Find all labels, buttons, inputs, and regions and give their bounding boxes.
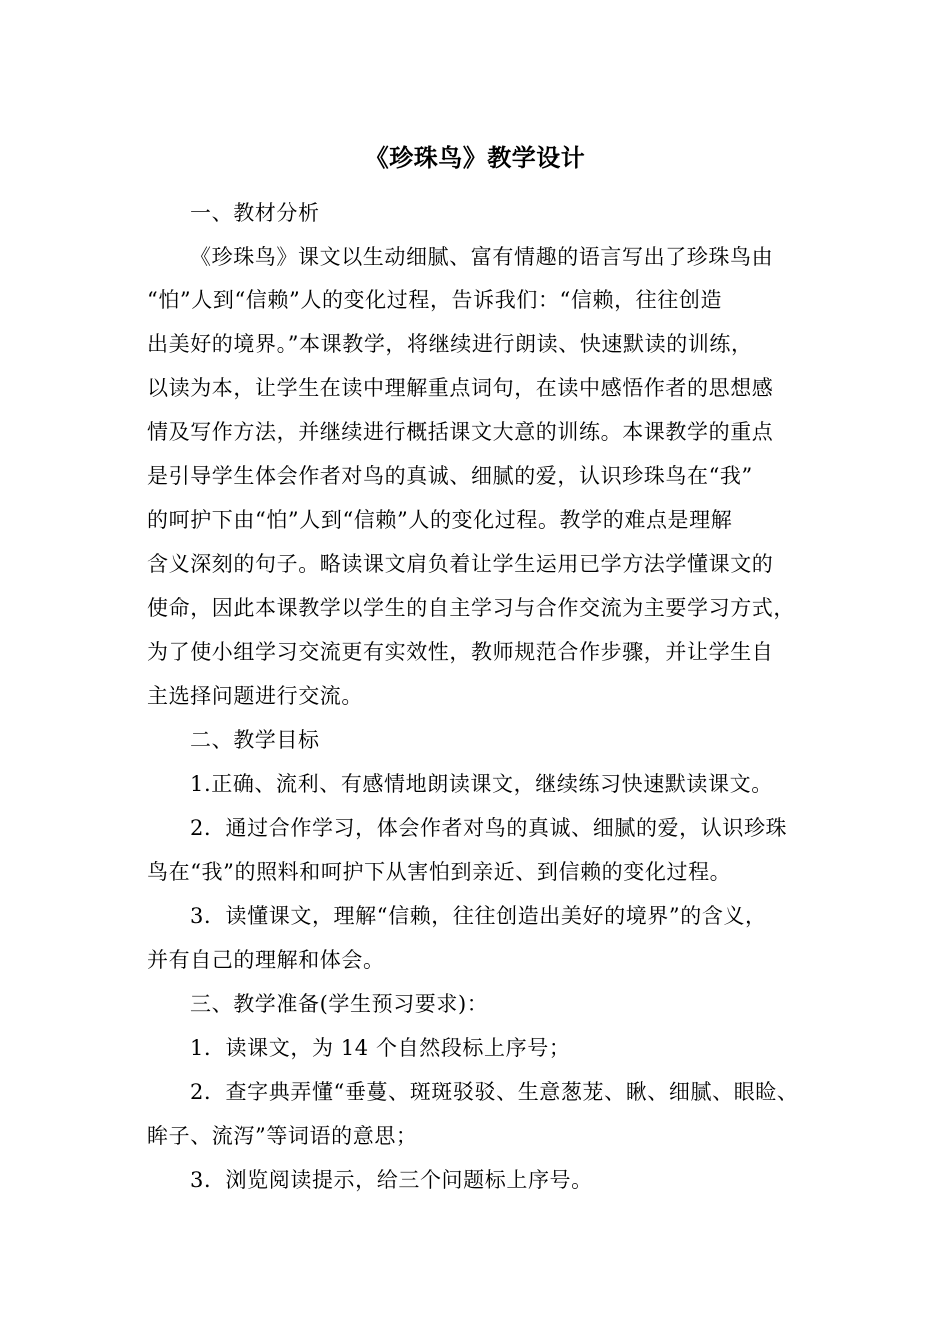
document-title: 《珍珠鸟》教学设计 — [364, 144, 586, 172]
objective-item-continuation: 并有自己的理解和体会。 — [147, 948, 385, 972]
preparation-item: 2．查字典弄懂“垂蔓、斑斑驳驳、生意葱茏、瞅、细腻、眼睑、 — [190, 1080, 799, 1104]
objective-item: 3．读懂课文，理解“信赖，往往创造出美好的境界”的含义， — [190, 904, 767, 928]
objective-item-continuation: 鸟在“我”的照料和呵护下从害怕到亲近、到信赖的变化过程。 — [147, 860, 732, 884]
paragraph-line: 使命，因此本课教学以学生的自主学习与合作交流为主要学习方式， — [147, 596, 795, 620]
paragraph-line: 的呵护下由“怕”人到“信赖”人的变化过程。教学的难点是理解 — [147, 508, 733, 532]
paragraph-line: 为了使小组学习交流更有实效性，教师规范合作步骤，并让学生自 — [147, 640, 774, 664]
paragraph-line: 出美好的境界。”本课教学，将继续进行朗读、快速默读的训练， — [147, 332, 753, 356]
section-heading-objectives: 二、教学目标 — [190, 728, 320, 752]
section-heading-preparation: 三、教学准备(学生预习要求)： — [190, 992, 489, 1016]
paragraph-line: 是引导学生体会作者对鸟的真诚、细腻的爱，认识珍珠鸟在“我” — [147, 464, 753, 488]
preparation-item: 3．浏览阅读提示，给三个问题标上序号。 — [190, 1168, 593, 1192]
preparation-item-continuation: 眸子、流泻”等词语的意思； — [147, 1124, 418, 1148]
paragraph-line: “怕”人到“信赖”人的变化过程，告诉我们：“信赖，往往创造 — [147, 288, 723, 312]
objective-item: 1.正确、流利、有感情地朗读课文，继续练习快速默读课文。 — [190, 772, 773, 796]
paragraph-line: 主选择问题进行交流。 — [147, 684, 363, 708]
paragraph-line: 以读为本，让学生在读中理解重点词句，在读中感悟作者的思想感 — [147, 376, 774, 400]
section-heading-analysis: 一、教材分析 — [190, 201, 320, 225]
preparation-item: 1．读课文，为 14 个自然段标上序号； — [190, 1036, 571, 1060]
paragraph-line: 《珍珠鸟》课文以生动细腻、富有情趣的语言写出了珍珠鸟由 — [190, 245, 774, 269]
objective-item: 2．通过合作学习，体会作者对鸟的真诚、细腻的爱，认识珍珠 — [190, 816, 788, 840]
paragraph-line: 情及写作方法，并继续进行概括课文大意的训练。本课教学的重点 — [147, 420, 774, 444]
paragraph-line: 含义深刻的句子。略读课文肩负着让学生运用已学方法学懂课文的 — [147, 552, 774, 576]
